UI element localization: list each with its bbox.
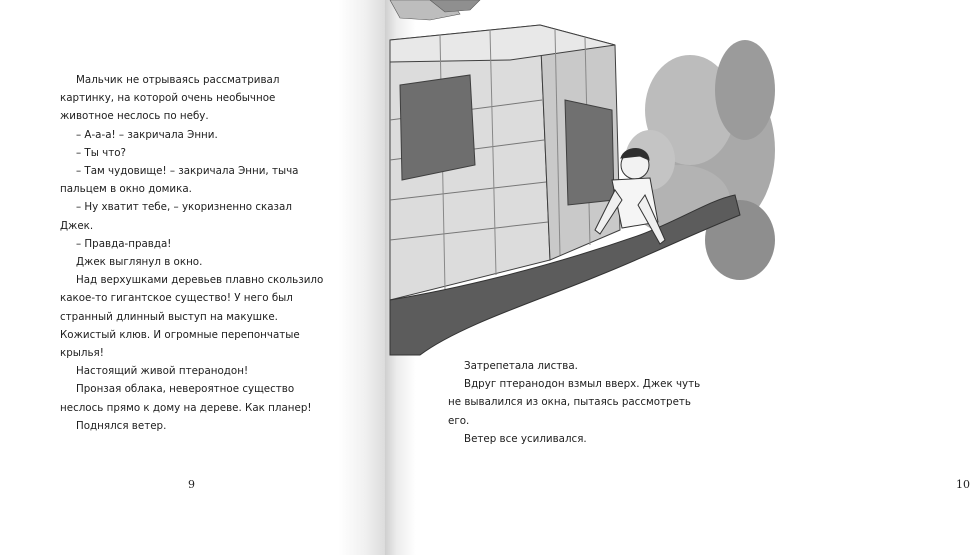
text-line: не вывалился из окна, пытаясь рассмотреть (448, 396, 691, 409)
text-line: Настоящий живой птеранодон! (76, 365, 249, 378)
text-line: Поднялся ветер. (76, 419, 167, 432)
text-line: животное неслось по небу. (60, 110, 209, 123)
text-line: неслось прямо к дому на дереве. Как планер! (60, 401, 312, 414)
text-line: – Ну хватит тебе, – укоризненно сказал (76, 201, 292, 214)
text-line: – Ты что? (76, 146, 126, 159)
text-line: какое-то гигантское существо! У него был (60, 292, 293, 305)
text-line: Над верхушками деревьев плавно скользило (76, 274, 324, 287)
text-line: Затрепетала листва. (464, 360, 578, 372)
text-line: Кожистый клюв. И огромные перепончатые (60, 328, 300, 341)
text-line: – Там чудовище! – закричала Энни, тыча (76, 165, 299, 178)
text-line: – Правда-правда! (76, 237, 172, 250)
text-line: Джек. (60, 219, 94, 232)
text-line: Ветер все усиливался. (464, 432, 587, 445)
right-page-text (448, 357, 700, 448)
left-page-text (60, 71, 323, 435)
text-line: картинку, на которой очень необычное (60, 92, 276, 105)
top-branches (390, 0, 480, 20)
text-line: пальцем в окно домика. (60, 183, 192, 196)
text-line: его. (448, 414, 470, 427)
text-line: Пронзая облака, невероятное существо (76, 383, 295, 396)
text-line: странный длинный выступ на макушке. (60, 310, 278, 323)
text-line: – А-а-а! – закричала Энни. (76, 128, 218, 141)
text-line: крылья! (60, 347, 104, 360)
text-line: Вдруг птеранодон взмыл вверх. Джек чуть (464, 378, 701, 391)
page-number-left: 9 (188, 478, 195, 491)
page-number-right: 10 (956, 478, 970, 491)
text-line: Мальчик не отрываясь рассматривал (76, 74, 280, 86)
tree-house-illustration (390, 0, 770, 355)
text-line: Джек выглянул в окно. (76, 256, 203, 269)
left-page (0, 0, 385, 555)
